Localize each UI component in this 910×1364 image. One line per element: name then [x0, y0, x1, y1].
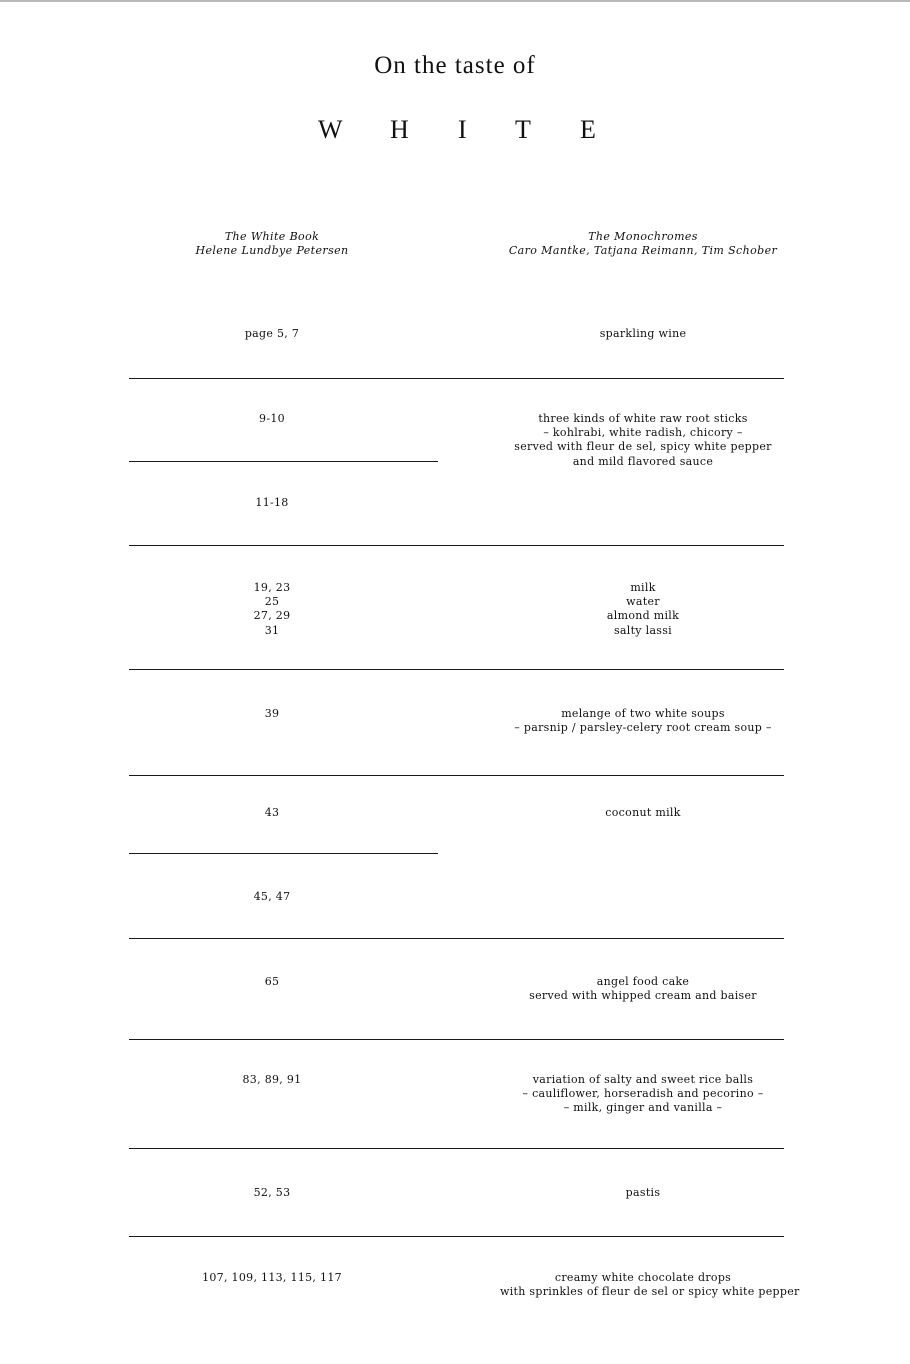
book-author: Helene Lundbye Petersen [195, 244, 349, 257]
left-column-heading [130, 230, 414, 258]
row-divider [129, 378, 784, 379]
row-divider [129, 775, 784, 776]
page-ref [130, 412, 414, 426]
white-letter: E [580, 115, 596, 144]
page-ref-line: 45, 47 [253, 890, 291, 903]
dish-line: pastis [625, 1186, 661, 1199]
page-ref [130, 1073, 414, 1087]
dish-line: salty lassi [613, 623, 673, 637]
page-ref-line: 25 [264, 595, 280, 609]
dish-line: angel food cake [596, 975, 690, 988]
dish-line: served with whipped cream and baiser [529, 989, 757, 1003]
dish-line: served with fleur de sel, spicy white pepper [514, 440, 772, 454]
page-ref [130, 1186, 414, 1200]
dish-line: – milk, ginger and vanilla – [563, 1101, 723, 1115]
page-ref-line: 65 [264, 975, 280, 988]
page-ref [130, 581, 414, 638]
dish [500, 806, 786, 820]
menu-title: The Monochromes [588, 230, 698, 243]
page-ref-line: 39 [264, 707, 280, 720]
page-ref-line: 52, 53 [253, 1186, 291, 1199]
page-ref-line: page 5, 7 [244, 327, 300, 340]
dish-line: sparkling wine [599, 327, 687, 340]
dish-line: – kohlrabi, white radish, chicory – [543, 426, 743, 440]
dish-line: three kinds of white raw root sticks [538, 412, 748, 425]
row-divider [129, 1236, 784, 1237]
white-letter: T [515, 115, 531, 144]
page-ref-line: 27, 29 [253, 609, 291, 623]
white-letter: H [390, 115, 409, 144]
page-ref-line: 19, 23 [253, 581, 291, 594]
page-ref [130, 806, 414, 820]
row-divider [129, 1148, 784, 1149]
right-column-heading [500, 230, 786, 258]
page-ref [130, 1271, 414, 1285]
dish [500, 327, 786, 341]
dish [500, 1186, 786, 1200]
page-ref-line: 83, 89, 91 [242, 1073, 302, 1086]
row-divider [129, 1039, 784, 1040]
dish-line: creamy white chocolate drops [554, 1271, 732, 1284]
dish [500, 412, 786, 469]
page-ref-line: 107, 109, 113, 115, 117 [202, 1271, 342, 1284]
dish [500, 975, 786, 1003]
row-divider-partial [129, 461, 438, 462]
white-letter: I [458, 115, 467, 144]
menu-authors: Caro Mantke, Tatjana Reimann, Tim Schober [508, 244, 778, 257]
page-ref-line: 9-10 [259, 412, 285, 425]
page-ref-line: 43 [264, 806, 280, 819]
dish [500, 581, 786, 638]
row-divider [129, 938, 784, 939]
dish-line: melange of two white soups [561, 707, 725, 720]
dish-line: water [626, 595, 660, 609]
page-title: On the taste of [374, 52, 536, 79]
dish [500, 1271, 800, 1299]
dish-line: almond milk [606, 609, 680, 623]
page-ref-line: 31 [264, 623, 280, 637]
dish-line: variation of salty and sweet rice balls [532, 1073, 754, 1086]
dish-line: – parsnip / parsley-celery root cream soup – [514, 721, 772, 735]
dish-line: and mild flavored sauce [572, 454, 714, 468]
page-ref-line: 11-18 [255, 496, 289, 509]
dish [500, 707, 786, 735]
top-border [0, 0, 910, 2]
page-ref [130, 327, 414, 341]
page-ref [130, 707, 414, 721]
white-word [0, 115, 910, 155]
book-title: The White Book [224, 230, 320, 243]
dish-line: – cauliflower, horseradish and pecorino – [522, 1087, 764, 1101]
dish [500, 1073, 786, 1116]
row-divider [129, 669, 784, 670]
page-ref [130, 975, 414, 989]
page-ref [130, 890, 414, 904]
dish-line: coconut milk [605, 806, 681, 819]
row-divider [129, 545, 784, 546]
page-ref [130, 496, 414, 510]
row-divider-partial [129, 853, 438, 854]
white-letter: W [318, 115, 343, 144]
dish-line: milk [630, 581, 656, 594]
dish-line: with sprinkles of fleur de sel or spicy white pepper [500, 1285, 800, 1299]
